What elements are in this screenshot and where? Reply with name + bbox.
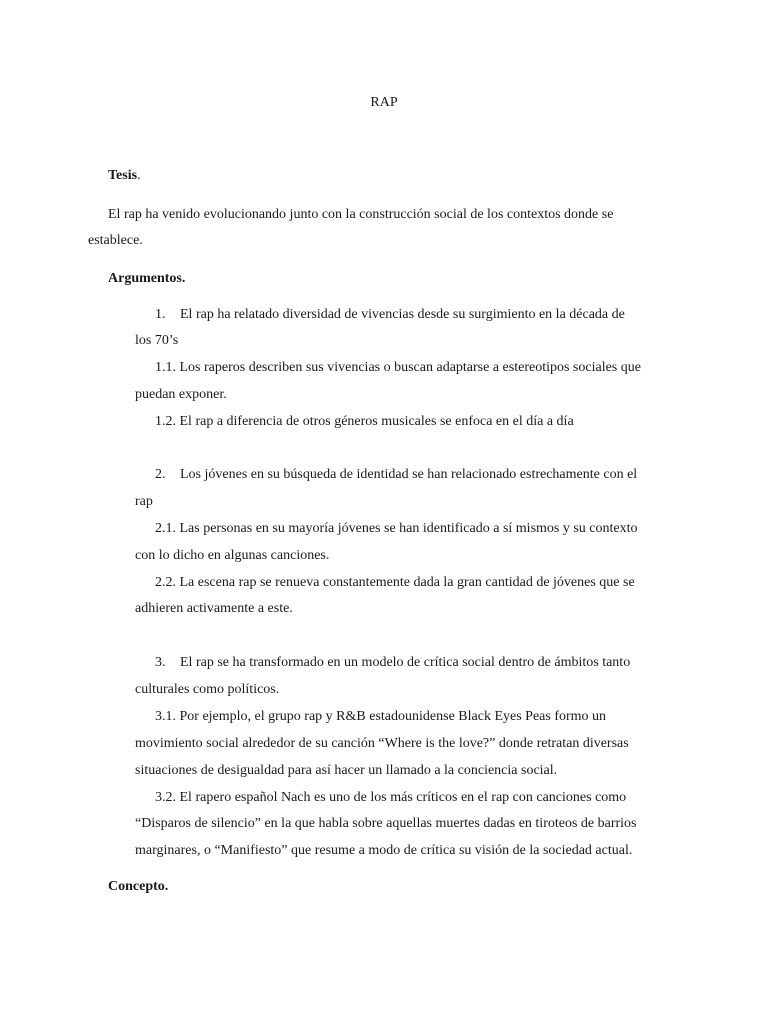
thesis-text-line-2: establece.	[88, 233, 143, 248]
arg1-line-1: El rap ha relatado diversidad de vivencias desde su surgimiento en la década de	[180, 307, 625, 322]
document-title: RAP	[370, 95, 398, 110]
arg1-sub1-line-1: 1.1. Los raperos describen sus vivencias o buscan adaptarse a estereotipos sociales que	[155, 360, 641, 375]
arg2-sub1-line-1: 2.1. Las personas en su mayoría jóvenes se han identificado a sí mismos y su contexto	[155, 521, 638, 536]
arg3-sub1-line-3: situaciones de desigualdad para así hacer un llamado a la conciencia social.	[135, 763, 558, 778]
arg3-sub2-line-3: marginares, o “Manifiesto” que resume a modo de crítica su visión de la sociedad actual.	[135, 843, 633, 858]
arg1-number: 1.	[155, 307, 166, 322]
arguments-heading: Argumentos.	[108, 271, 186, 286]
arg3-line-2: culturales como políticos.	[135, 682, 280, 697]
arg2-sub2-line-2: adhieren activamente a este.	[135, 601, 293, 616]
arg3-line-1: El rap se ha transformado en un modelo de crítica social dentro de ámbitos tanto	[180, 655, 631, 670]
thesis-heading-punct: .	[137, 168, 141, 183]
arg1-line-2: los 70’s	[135, 333, 179, 348]
thesis-heading: Tesis	[108, 168, 138, 183]
arg1-sub2-line-1: 1.2. El rap a diferencia de otros géneros musicales se enfoca en el día a día	[155, 414, 574, 429]
arg3-sub2-line-1: 3.2. El rapero español Nach es uno de los más críticos en el rap con canciones como	[155, 790, 627, 805]
arg3-number: 3.	[155, 655, 166, 670]
concept-heading: Concepto.	[108, 879, 169, 894]
arg2-sub2-line-1: 2.2. La escena rap se renueva constantemente dada la gran cantidad de jóvenes que se	[155, 575, 635, 590]
arg3-sub2-line-2: “Disparos de silencio” en la que habla sobre aquellas muertes dadas en tiroteos de barrios	[135, 816, 637, 831]
arg3-sub1-line-2: movimiento social alrededor de su canción “Where is the love?” donde retratan diversas	[135, 736, 629, 751]
arg1-sub1-line-2: puedan exponer.	[135, 387, 227, 402]
arg2-sub1-line-2: con lo dicho en algunas canciones.	[135, 548, 330, 563]
arg3-sub1-line-1: 3.1. Por ejemplo, el grupo rap y R&B estadounidense Black Eyes Peas formo un	[155, 709, 607, 724]
thesis-heading-line	[108, 167, 141, 185]
arg2-line-1: Los jóvenes en su búsqueda de identidad se han relacionado estrechamente con el	[180, 467, 638, 482]
arg2-number: 2.	[155, 467, 166, 482]
thesis-text-line-1: El rap ha venido evolucionando junto con la construcción social de los contextos donde se	[108, 207, 614, 222]
arg2-line-2: rap	[135, 494, 153, 509]
